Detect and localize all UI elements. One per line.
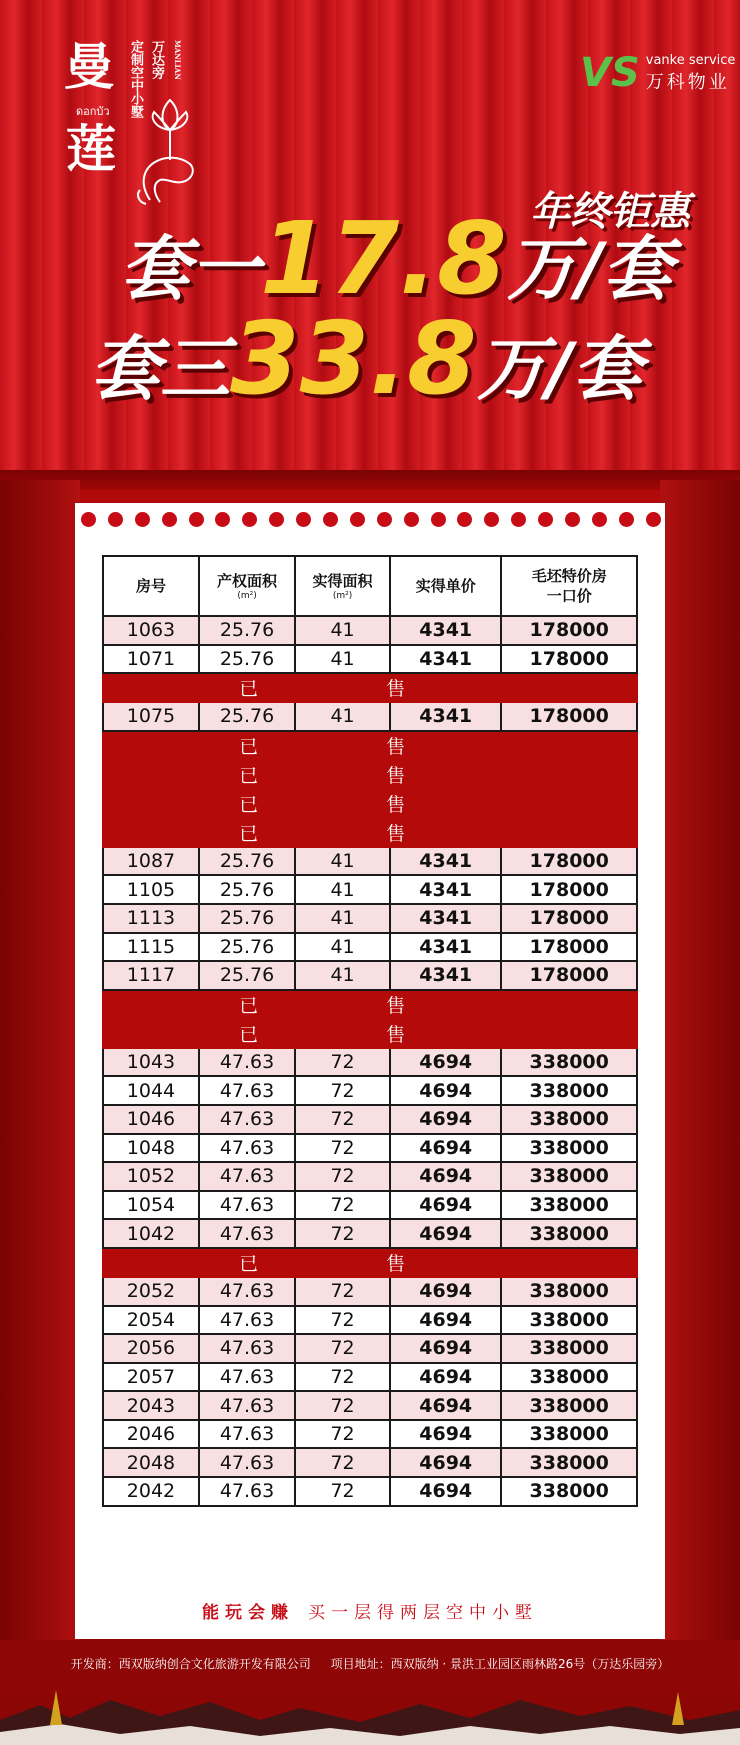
footer-developer: 开发商：西双版纳创合文化旅游开发有限公司 xyxy=(70,1657,311,1671)
footer-info xyxy=(0,1655,740,1672)
cell-area: 47.63 xyxy=(199,1420,295,1449)
red-dot-icon xyxy=(619,512,634,527)
cell-total: 178000 xyxy=(501,875,637,904)
cell-price: 4694 xyxy=(390,1334,501,1363)
red-dot-icon xyxy=(350,512,365,527)
cell-room: 1071 xyxy=(103,645,199,674)
cell-actual: 41 xyxy=(295,645,390,674)
cell-area: 47.63 xyxy=(199,1306,295,1335)
line1-prefix: 套一 xyxy=(120,228,260,310)
cell-total: 338000 xyxy=(501,1420,637,1449)
cell-actual: 72 xyxy=(295,1219,390,1248)
table-row xyxy=(103,1306,637,1335)
cell-total: 338000 xyxy=(501,1076,637,1105)
sold-row xyxy=(103,1248,637,1277)
red-dot-icon xyxy=(538,512,553,527)
header-actual-area: 实得面积 (m²) xyxy=(295,556,390,616)
cell-room: 2042 xyxy=(103,1477,199,1506)
cell-total: 338000 xyxy=(501,1191,637,1220)
cell-price: 4341 xyxy=(390,616,501,645)
cell-actual: 72 xyxy=(295,1105,390,1134)
cell-price: 4694 xyxy=(390,1420,501,1449)
cell-total: 338000 xyxy=(501,1219,637,1248)
cell-total: 338000 xyxy=(501,1306,637,1335)
cell-room: 1046 xyxy=(103,1105,199,1134)
cell-area: 47.63 xyxy=(199,1477,295,1506)
cell-price: 4694 xyxy=(390,1448,501,1477)
cell-price: 4694 xyxy=(390,1391,501,1420)
table-row xyxy=(103,645,637,674)
logo-char-2: 莲 xyxy=(66,119,116,178)
cell-total: 338000 xyxy=(501,1048,637,1077)
cell-actual: 41 xyxy=(295,875,390,904)
cell-price: 4694 xyxy=(390,1076,501,1105)
line2-suffix: 万/套 xyxy=(476,328,643,410)
sold-row xyxy=(103,789,637,818)
red-dot-icon xyxy=(242,512,257,527)
table-row xyxy=(103,847,637,876)
sold-label-2: 售 xyxy=(295,818,637,847)
curtain-valance xyxy=(0,470,740,490)
cell-total: 338000 xyxy=(501,1334,637,1363)
slogan-part-1: 能玩会赚 xyxy=(202,1603,294,1623)
table-row xyxy=(103,1363,637,1392)
table-row xyxy=(103,1076,637,1105)
cell-total: 178000 xyxy=(501,904,637,933)
cell-total: 178000 xyxy=(501,616,637,645)
cell-total: 338000 xyxy=(501,1134,637,1163)
cell-total: 178000 xyxy=(501,961,637,990)
red-dot-icon xyxy=(457,512,472,527)
sold-label-2: 售 xyxy=(295,731,637,760)
sold-row xyxy=(103,818,637,847)
cell-actual: 72 xyxy=(295,1391,390,1420)
cell-price: 4694 xyxy=(390,1048,501,1077)
sold-label-1: 已 xyxy=(103,789,295,818)
cell-area: 25.76 xyxy=(199,616,295,645)
red-dot-icon xyxy=(189,512,204,527)
cell-price: 4341 xyxy=(390,847,501,876)
sold-label-1: 已 xyxy=(103,1019,295,1048)
cell-room: 1105 xyxy=(103,875,199,904)
table-row xyxy=(103,904,637,933)
logo-char-1: 曼 xyxy=(64,37,114,96)
cell-price: 4694 xyxy=(390,1134,501,1163)
red-dot-icon xyxy=(162,512,177,527)
cell-price: 4694 xyxy=(390,1363,501,1392)
cell-price: 4694 xyxy=(390,1191,501,1220)
cell-area: 47.63 xyxy=(199,1363,295,1392)
cell-total: 178000 xyxy=(501,847,637,876)
header-room: 房号 xyxy=(103,556,199,616)
cell-area: 25.76 xyxy=(199,847,295,876)
cell-room: 1054 xyxy=(103,1191,199,1220)
cell-price: 4694 xyxy=(390,1105,501,1134)
table-row xyxy=(103,702,637,731)
cell-room: 1063 xyxy=(103,616,199,645)
line2-prefix: 套三 xyxy=(90,328,230,410)
cell-price: 4341 xyxy=(390,875,501,904)
logo-col-1: 定制空中小墅 xyxy=(128,40,143,118)
table-row xyxy=(103,1448,637,1477)
cell-total: 338000 xyxy=(501,1448,637,1477)
table-row xyxy=(103,961,637,990)
cell-actual: 72 xyxy=(295,1420,390,1449)
red-dot-icon xyxy=(108,512,123,527)
cell-area: 47.63 xyxy=(199,1105,295,1134)
cell-actual: 72 xyxy=(295,1076,390,1105)
sold-label-2: 售 xyxy=(295,673,637,702)
cell-room: 1044 xyxy=(103,1076,199,1105)
red-dot-icon xyxy=(646,512,661,527)
table-row xyxy=(103,1162,637,1191)
table-row xyxy=(103,875,637,904)
cell-room: 2052 xyxy=(103,1277,199,1306)
slogan xyxy=(75,1598,665,1623)
cell-actual: 72 xyxy=(295,1448,390,1477)
cell-area: 25.76 xyxy=(199,933,295,962)
cell-price: 4694 xyxy=(390,1162,501,1191)
cell-room: 1113 xyxy=(103,904,199,933)
cell-price: 4341 xyxy=(390,645,501,674)
dot-border xyxy=(81,512,661,527)
cell-total: 338000 xyxy=(501,1277,637,1306)
cell-room: 1042 xyxy=(103,1219,199,1248)
slogan-part-2: 买一层得两层空中小墅 xyxy=(308,1603,538,1623)
header-unit-price: 实得单价 xyxy=(390,556,501,616)
cell-area: 25.76 xyxy=(199,875,295,904)
table-row xyxy=(103,1391,637,1420)
cell-total: 178000 xyxy=(501,702,637,731)
table-row xyxy=(103,616,637,645)
sold-label-1: 已 xyxy=(103,818,295,847)
cell-area: 47.63 xyxy=(199,1162,295,1191)
cell-room: 2048 xyxy=(103,1448,199,1477)
cell-room: 2056 xyxy=(103,1334,199,1363)
cell-price: 4694 xyxy=(390,1277,501,1306)
vanke-icon: VS xyxy=(580,50,640,96)
cell-price: 4341 xyxy=(390,933,501,962)
cell-actual: 72 xyxy=(295,1162,390,1191)
line1-suffix: 万/套 xyxy=(506,228,673,310)
cell-area: 47.63 xyxy=(199,1448,295,1477)
vanke-chinese: 万科物业 xyxy=(645,71,730,93)
cell-price: 4694 xyxy=(390,1219,501,1248)
logo-col-3: MANLIAN xyxy=(173,40,182,80)
sold-label-2: 售 xyxy=(295,1248,637,1277)
lotus-hand-icon xyxy=(130,90,210,210)
sold-label-1: 已 xyxy=(103,990,295,1019)
red-dot-icon xyxy=(565,512,580,527)
mountain-decoration-icon xyxy=(0,1680,740,1745)
red-dot-icon xyxy=(404,512,419,527)
cell-total: 338000 xyxy=(501,1105,637,1134)
cell-price: 4341 xyxy=(390,702,501,731)
cell-actual: 41 xyxy=(295,702,390,731)
sold-label-1: 已 xyxy=(103,1248,295,1277)
cell-actual: 72 xyxy=(295,1134,390,1163)
cell-area: 25.76 xyxy=(199,645,295,674)
sold-row xyxy=(103,731,637,760)
promo-tag: 年终钜惠 xyxy=(530,189,690,235)
table-row xyxy=(103,1048,637,1077)
cell-price: 4341 xyxy=(390,961,501,990)
red-dot-icon xyxy=(592,512,607,527)
cell-total: 338000 xyxy=(501,1363,637,1392)
cell-actual: 72 xyxy=(295,1191,390,1220)
red-dot-icon xyxy=(484,512,499,527)
cell-area: 47.63 xyxy=(199,1048,295,1077)
left-drape xyxy=(0,480,80,1640)
table-row xyxy=(103,1134,637,1163)
red-dot-icon xyxy=(135,512,150,527)
price-line-2 xyxy=(90,300,642,417)
price-table xyxy=(102,555,638,1507)
right-drape xyxy=(660,480,740,1640)
cell-area: 47.63 xyxy=(199,1219,295,1248)
cell-room: 2043 xyxy=(103,1391,199,1420)
cell-actual: 72 xyxy=(295,1477,390,1506)
table-row xyxy=(103,1191,637,1220)
footer-address: 项目地址：西双版纳 · 景洪工业园区雨林路26号（万达乐园旁） xyxy=(330,1657,670,1671)
red-dot-icon xyxy=(269,512,284,527)
cell-price: 4341 xyxy=(390,904,501,933)
cell-total: 178000 xyxy=(501,933,637,962)
cell-price: 4694 xyxy=(390,1477,501,1506)
sold-label-1: 已 xyxy=(103,760,295,789)
cell-actual: 72 xyxy=(295,1363,390,1392)
cell-total: 178000 xyxy=(501,645,637,674)
cell-total: 338000 xyxy=(501,1391,637,1420)
table-row xyxy=(103,1477,637,1506)
cell-price: 4694 xyxy=(390,1306,501,1335)
red-dot-icon xyxy=(215,512,230,527)
red-dot-icon xyxy=(296,512,311,527)
cell-area: 47.63 xyxy=(199,1134,295,1163)
logo-thai-text: ดอกบัว xyxy=(76,105,110,118)
cell-room: 1052 xyxy=(103,1162,199,1191)
header-total-price: 毛坯特价房 一口价 xyxy=(501,556,637,616)
red-dot-icon xyxy=(323,512,338,527)
vanke-logo xyxy=(580,50,735,96)
sold-label-2: 售 xyxy=(295,760,637,789)
sold-label-2: 售 xyxy=(295,990,637,1019)
cell-area: 47.63 xyxy=(199,1277,295,1306)
sold-label-1: 已 xyxy=(103,673,295,702)
cell-total: 338000 xyxy=(501,1162,637,1191)
cell-room: 1048 xyxy=(103,1134,199,1163)
table-row xyxy=(103,1277,637,1306)
line2-number: 33.8 xyxy=(230,300,477,417)
cell-actual: 41 xyxy=(295,847,390,876)
manlian-logo xyxy=(64,36,182,178)
cell-room: 2057 xyxy=(103,1363,199,1392)
cell-area: 47.63 xyxy=(199,1391,295,1420)
sold-row xyxy=(103,990,637,1019)
table-row xyxy=(103,1420,637,1449)
sold-label-1: 已 xyxy=(103,731,295,760)
red-dot-icon xyxy=(431,512,446,527)
sold-label-2: 售 xyxy=(295,789,637,818)
cell-room: 1115 xyxy=(103,933,199,962)
red-dot-icon xyxy=(511,512,526,527)
header-area: 产权面积 (m²) xyxy=(199,556,295,616)
cell-area: 25.76 xyxy=(199,961,295,990)
cell-actual: 41 xyxy=(295,933,390,962)
cell-actual: 72 xyxy=(295,1306,390,1335)
cell-actual: 72 xyxy=(295,1048,390,1077)
cell-actual: 72 xyxy=(295,1277,390,1306)
red-dot-icon xyxy=(81,512,96,527)
cell-actual: 72 xyxy=(295,1334,390,1363)
cell-room: 1117 xyxy=(103,961,199,990)
sold-row xyxy=(103,1019,637,1048)
cell-total: 338000 xyxy=(501,1477,637,1506)
sold-label-2: 售 xyxy=(295,1019,637,1048)
logo-col-2: 万达旁 xyxy=(149,40,164,79)
cell-area: 47.63 xyxy=(199,1191,295,1220)
vanke-english: vanke service xyxy=(645,52,736,68)
cell-room: 2054 xyxy=(103,1306,199,1335)
sold-row xyxy=(103,673,637,702)
cell-actual: 41 xyxy=(295,904,390,933)
cell-room: 1087 xyxy=(103,847,199,876)
table-row xyxy=(103,1105,637,1134)
line1-number: 17.8 xyxy=(260,200,507,317)
table-row xyxy=(103,933,637,962)
price-list-card xyxy=(75,503,665,1639)
cell-actual: 41 xyxy=(295,616,390,645)
cell-area: 47.63 xyxy=(199,1334,295,1363)
cell-room: 2046 xyxy=(103,1420,199,1449)
cell-area: 47.63 xyxy=(199,1076,295,1105)
table-header-row xyxy=(103,556,637,616)
table-row xyxy=(103,1219,637,1248)
cell-room: 1075 xyxy=(103,702,199,731)
red-dot-icon xyxy=(377,512,392,527)
sold-row xyxy=(103,760,637,789)
cell-actual: 41 xyxy=(295,961,390,990)
cell-area: 25.76 xyxy=(199,904,295,933)
cell-area: 25.76 xyxy=(199,702,295,731)
cell-room: 1043 xyxy=(103,1048,199,1077)
table-row xyxy=(103,1334,637,1363)
